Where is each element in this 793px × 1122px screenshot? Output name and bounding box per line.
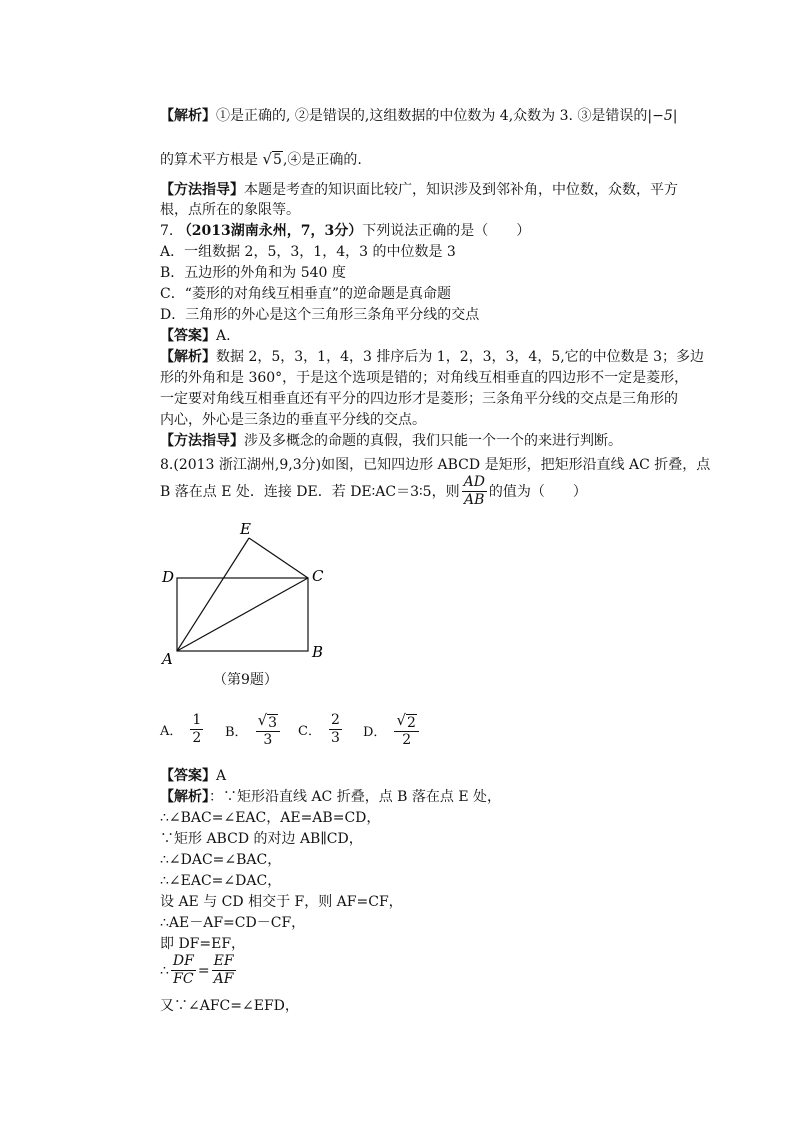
label-e: E [240,520,251,538]
method-line-2: 根，点所在的象限等。 [160,202,300,218]
label-a: A [162,650,173,668]
diagonal-ac [177,578,308,651]
choice-b: B． √ 3 3 [225,712,282,749]
segment-ae [177,538,249,651]
question-8-line-1: 8.(2013 浙江湖州,9,3分)如图，已知四边形 ABCD 是矩形，把矩形沿直线 AC 折叠，点 [160,457,711,473]
solution-line-2: ∴∠BAC=∠EAC，AE=AB=CD， [160,810,381,826]
solution-line-8: 即 DF=EF， [160,936,246,952]
label-d: D [162,568,175,586]
solution-line-3: ∵矩形 ABCD 的对边 AB∥CD， [160,831,363,847]
ad-over-ab-fraction: $\frac{AD}{AB}$ [463,474,485,508]
analysis-line-1: 【解析】①是正确的, ②是错误的,这组数据的中位数为 4,众数为 3. ③是错误的|−5| [160,108,678,124]
q7-option-a: A．一组数据 2，5，3，1，4，3 的中位数是 3 [160,244,456,260]
q7-answer: 【答案】A. [160,328,231,344]
method-line-1: 【方法指导】本题是考查的知识面比较广，知识涉及到邻补角，中位数，众数，平方 [160,182,678,198]
solution-answer: 【答案】A [160,768,227,784]
analysis-line-2: 的算术平方根是 √ 5 ,④是正确的. [160,150,362,168]
q7-analysis-1: 【解析】数据 2，5，3，1，4，3 排序后为 1，2，3，3，4，5,它的中位数是 3；多边 [160,349,705,365]
q7-analysis-3: 一定要对角线互相垂直还有平分的四边形才是菱形；三条角平分线的交点是三角形的 [160,391,678,407]
question-8-line-2: B 落在点 E 处．连接 DE．若 DE∶AC＝3∶5，则 $\frac{AD}{AB}$ 的值为（ ） [160,474,587,508]
q7-option-b: B．五边形的外角和为 540 度 [160,265,346,281]
solution-line-4: ∴∠DAC=∠BAC， [160,852,282,868]
q7-analysis-4: 内心，外心是三条边的垂直平分线的交点。 [160,412,426,428]
label-c: C [312,567,324,585]
solution-line-1: 【解析】：∵矩形沿直线 AC 折叠，点 B 落在点 E 处， [160,789,502,805]
q7-option-d: D．三角形的外心是这个三角形三条角平分线的交点 [160,307,480,323]
solution-line-7: ∴AE－AF=CD－CF， [160,915,306,931]
label-b: B [312,643,324,661]
question-7-stem: 7. （2013湖南永州，7，3分）下列说法正确的是（ ） [160,223,531,239]
solution-line-5: ∴∠EAC=∠DAC， [160,873,282,889]
solution-ratio-line: ∴ $\frac{DF}{FC}$ = $\frac{EF}{AF}$ [160,953,234,987]
choice-d: D． √ 2 2 [363,712,421,749]
segment-ec [249,538,308,578]
solution-last-line: 又∵∠AFC=∠EFD， [160,998,299,1014]
solution-line-6: 设 AE 与 CD 相交于 F，则 AF=CF， [160,894,403,910]
q7-analysis-2: 形的外角和是 360°，于是这个选项是错的；对角线互相垂直的四边形不一定是菱形， [160,370,689,386]
choice-a: A． $\frac{1}{2}$ [160,712,202,746]
ef-over-af-fraction: $\frac{EF}{AF}$ [213,953,234,987]
figure-caption: （第9题） [213,672,278,688]
df-over-fc-fraction: $\frac{DF}{FC}$ [172,953,194,987]
sqrt-5: √ 5 [262,150,282,168]
q7-method: 【方法指导】涉及多概念的命题的真假，我们只能一个一个的来进行判断。 [160,433,622,449]
choice-c: C． $\frac{2}{3}$ [298,712,340,746]
q7-option-c: C．“菱形的对角线互相垂直”的逆命题是真命题 [160,286,452,302]
